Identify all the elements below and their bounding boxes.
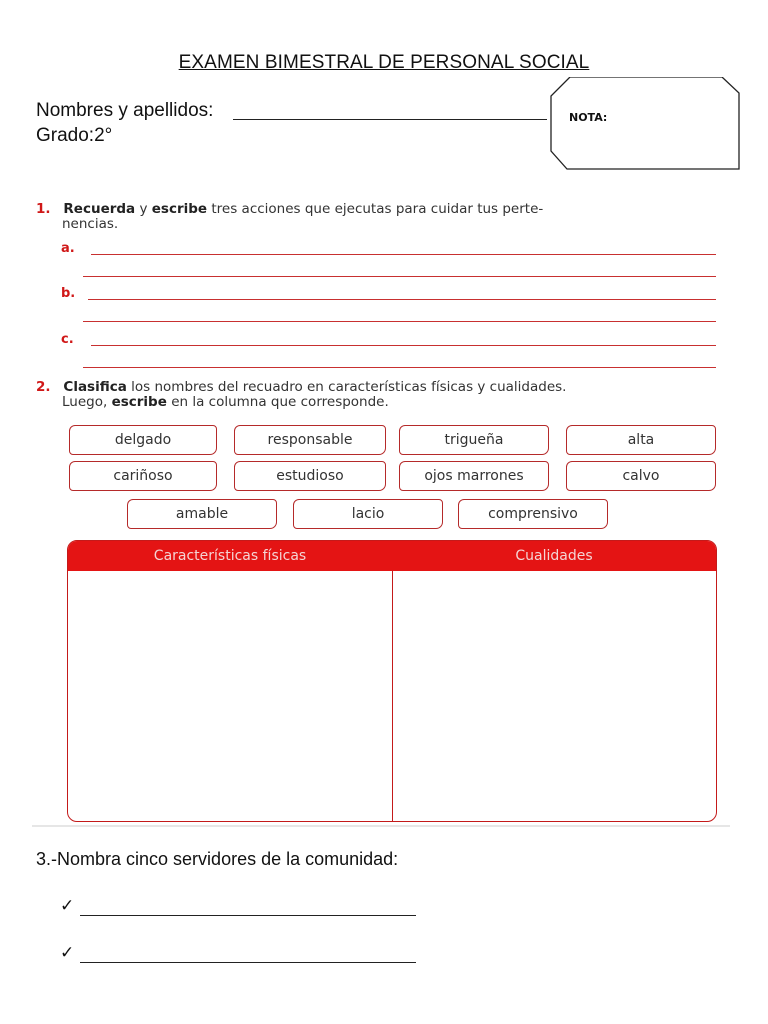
- word-chip-calvo[interactable]: calvo: [566, 461, 716, 491]
- answer-line-c1[interactable]: [91, 345, 716, 346]
- question-2-text-cont: en la columna que corresponde.: [171, 394, 389, 410]
- question-1-number: 1.: [36, 201, 51, 217]
- option-b-label: b.: [61, 286, 76, 301]
- checkmark-icon: ✓: [60, 943, 75, 962]
- classification-table: [67, 540, 717, 822]
- column-header-physical: Características físicas: [153, 548, 307, 564]
- word-chip-responsable[interactable]: responsable: [234, 425, 386, 455]
- word-chip-comprensivo[interactable]: comprensivo: [458, 499, 608, 529]
- question-2-text: los nombres del recuadro en características físicas y cualidades.: [131, 379, 567, 395]
- answer-line-c2[interactable]: [83, 367, 716, 368]
- table-header: [68, 541, 716, 571]
- option-c-label: c.: [61, 332, 74, 347]
- qualities-answer-area[interactable]: [394, 571, 716, 821]
- word-chip-delgado[interactable]: delgado: [69, 425, 217, 455]
- question-2-keyword-clasifica: Clasifica: [63, 379, 127, 395]
- exam-title: EXAMEN BIMESTRAL DE PERSONAL SOCIAL: [178, 52, 590, 73]
- checkmark-icon: ✓: [60, 896, 75, 915]
- question-2-number: 2.: [36, 379, 51, 395]
- column-header-qualities: Cualidades: [515, 548, 593, 564]
- answer-line-a2[interactable]: [83, 276, 716, 277]
- question-1: [36, 202, 720, 232]
- question-1-text: tres acciones que ejecutas para cuidar tus perte-: [211, 201, 544, 217]
- question-2: [36, 380, 736, 410]
- name-answer-line[interactable]: [233, 119, 547, 120]
- question-1-text-cont: nencias.: [62, 216, 119, 232]
- name-label: Nombres y apellidos:: [36, 100, 214, 121]
- question-2-luego: Luego,: [62, 394, 108, 410]
- question-1-keyword-recuerda: Recuerda: [63, 201, 136, 217]
- word-chip-alta[interactable]: alta: [566, 425, 716, 455]
- servant-answer-line-2[interactable]: [80, 962, 416, 963]
- question-1-connector: y: [139, 201, 148, 217]
- nota-label: NOTA:: [569, 111, 608, 124]
- answer-line-b2[interactable]: [83, 321, 716, 322]
- grade-label: Grado:2°: [36, 125, 113, 146]
- word-chip-triguena[interactable]: trigueña: [399, 425, 549, 455]
- word-chip-amable[interactable]: amable: [127, 499, 277, 529]
- answer-line-b1[interactable]: [88, 299, 716, 300]
- word-chip-lacio[interactable]: lacio: [293, 499, 443, 529]
- word-chip-carinoso[interactable]: cariñoso: [69, 461, 217, 491]
- word-chip-estudioso[interactable]: estudioso: [234, 461, 386, 491]
- servant-answer-line-1[interactable]: [80, 915, 416, 916]
- word-chip-ojos-marrones[interactable]: ojos marrones: [399, 461, 549, 491]
- question-3: 3.-Nombra cinco servidores de la comunidad:: [36, 849, 399, 869]
- physical-answer-area[interactable]: [68, 571, 391, 821]
- column-divider: [392, 571, 393, 822]
- question-2-keyword-escribe: escribe: [111, 394, 167, 410]
- question-1-keyword-escribe: escribe: [151, 201, 208, 217]
- answer-line-a1[interactable]: [91, 254, 716, 255]
- section-divider: [32, 825, 730, 827]
- option-a-label: a.: [61, 241, 75, 256]
